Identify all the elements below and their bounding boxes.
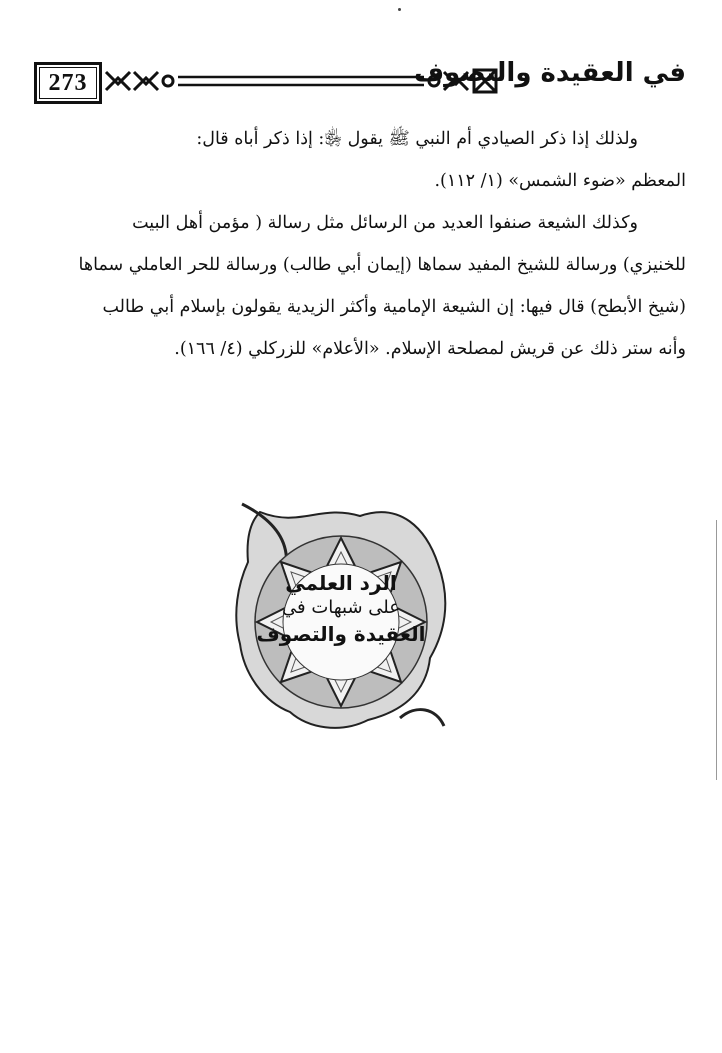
seal-line: على شبهات في bbox=[282, 597, 400, 618]
text-line: المعظم «ضوء الشمس» (١/ ١١٢). bbox=[434, 171, 686, 191]
publisher-seal bbox=[230, 498, 452, 734]
scan-speck bbox=[398, 8, 401, 11]
book-title: في العقيدة والتصوف bbox=[413, 58, 686, 88]
paragraph-2 bbox=[40, 202, 686, 370]
seal-line: الرد العلمي bbox=[285, 571, 397, 595]
seal-line: العقيدة والتصوف bbox=[256, 622, 426, 646]
page-header bbox=[34, 58, 686, 102]
text-line: ولذلك إذا ذكر الصيادي أم النبي ﷺ يقول ﵂: إذا ذكر أباه قال: bbox=[196, 129, 638, 149]
page-edge-divider bbox=[716, 520, 717, 780]
text-line: وكذلك الشيعة صنفوا العديد من الرسائل مثل رسالة ( مؤمن أهل البيت bbox=[132, 213, 638, 233]
text-line: وأنه ستر ذلك عن قريش لمصلحة الإسلام. «الأعلام» للزركلي (٤/ ١٦٦). bbox=[174, 339, 686, 359]
seal-text bbox=[230, 570, 452, 648]
main-text bbox=[40, 118, 686, 370]
text-line: (شيخ الأبطح) قال فيها: إن الشيعة الإمامية وأكثر الزيدية يقولون بإسلام أبي طالب bbox=[102, 297, 686, 317]
paragraph-1 bbox=[40, 118, 686, 202]
page-number: 273 bbox=[34, 62, 102, 104]
text-line: للخنيزي) ورسالة للشيخ المفيد سماها (إيمان أبي طالب) ورسالة للحر العاملي سماها bbox=[78, 255, 686, 275]
